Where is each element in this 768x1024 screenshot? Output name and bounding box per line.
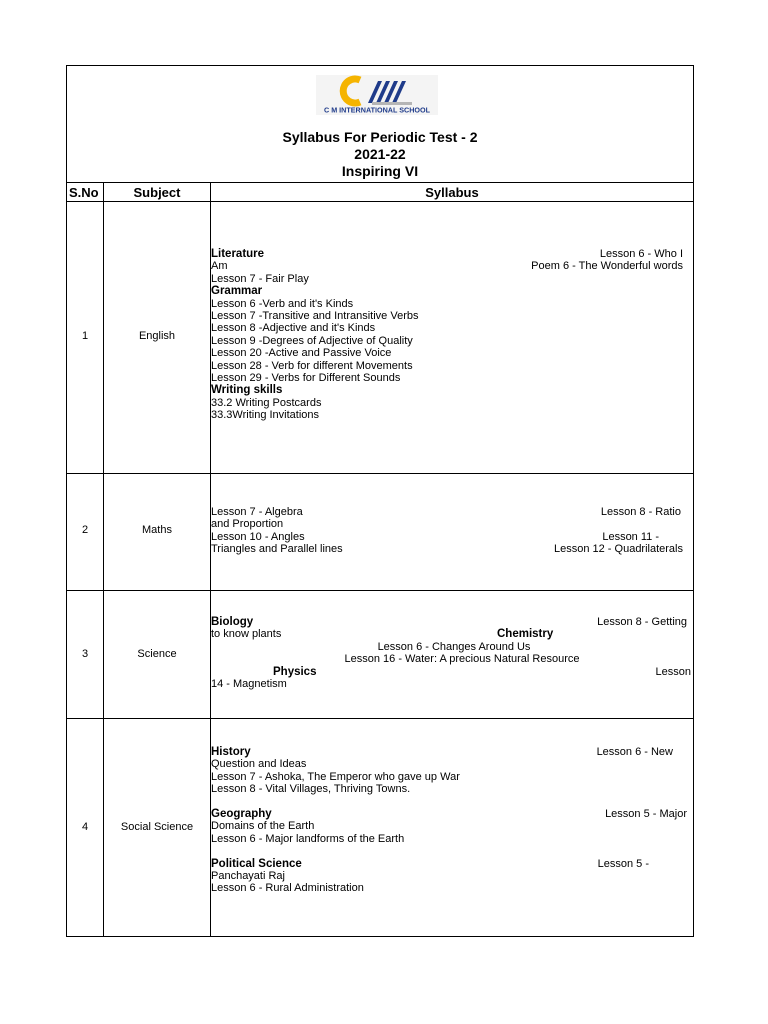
- row-4-sno: 4: [81, 821, 89, 833]
- row-3-line-2: to know plants: [211, 628, 282, 641]
- title-line-3: Inspiring VI: [341, 163, 419, 179]
- school-logo: [316, 75, 438, 115]
- row-3-line-5-right: Lesson: [655, 665, 691, 678]
- title-line-1: Syllabus For Periodic Test - 2: [282, 129, 478, 145]
- logo-text: C M INTERNATIONAL SCHOOL: [324, 105, 430, 115]
- row-2-line-4-right: Lesson 12 - Quadrilaterals: [553, 543, 683, 556]
- row-1-line-13: 33.2 Writing Postcards: [211, 396, 322, 409]
- row-divider-2: [67, 590, 693, 591]
- row-3-line-1-right: Lesson 8 - Getting: [597, 616, 687, 628]
- row-2-line-4: Triangles and Parallel lines: [211, 543, 343, 556]
- row-4-line-7: Lesson 6 - Major landforms of the Earth: [211, 832, 405, 845]
- row-3-line-3: Lesson 6 - Changes Around Us: [377, 640, 531, 653]
- row-1-line-7: Lesson 8 -Adjective and it's Kinds: [211, 322, 376, 335]
- row-4-line-2: Question and Ideas: [211, 758, 307, 771]
- row-3-line-4: Lesson 16 - Water: A precious Natural Resource: [344, 653, 580, 666]
- row-4-line-3: Lesson 7 - Ashoka, The Emperor who gave up War: [211, 770, 460, 783]
- title-line-2: 2021-22: [354, 146, 406, 162]
- row-divider-1: [67, 473, 693, 474]
- biology-heading: Biology: [211, 616, 254, 628]
- col-header-syllabus: Syllabus: [425, 185, 479, 200]
- row-4-line-10: Lesson 6 - Rural Administration: [211, 882, 364, 895]
- row-1-line-11: Lesson 29 - Verbs for Different Sounds: [211, 372, 401, 385]
- row-3-syllabus: [211, 616, 693, 690]
- row-1-syllabus: [211, 248, 683, 422]
- history-heading: History: [211, 746, 251, 758]
- col-header-sno: S.No: [69, 185, 99, 200]
- row-2-line-3: Lesson 10 - Angles: [211, 530, 305, 543]
- row-1-subject: English: [138, 330, 176, 342]
- row-1-line-2: Am: [211, 260, 228, 273]
- row-1-line-5: Lesson 6 -Verb and it's Kinds: [211, 297, 354, 310]
- row-1-line-10: Lesson 28 - Verb for different Movements: [211, 359, 413, 372]
- row-1-line-14: 33.3Writing Invitations: [211, 409, 320, 422]
- row-4-line-6: Domains of the Earth: [211, 820, 315, 833]
- row-1-line-9: Lesson 20 -Active and Passive Voice: [211, 347, 392, 360]
- header-divider: [67, 182, 693, 183]
- writing-skills-heading: Writing skills: [211, 384, 283, 397]
- row-3-subject: Science: [137, 648, 177, 660]
- row-2-sno: 2: [81, 524, 89, 536]
- row-4-line-5-right: Lesson 5 - Major: [605, 808, 687, 820]
- row-4-subject: Social Science: [120, 821, 194, 833]
- row-2-line-3-right: Lesson 11 -: [602, 530, 659, 543]
- row-1-line-6: Lesson 7 -Transitive and Intransitive Verbs: [211, 310, 419, 322]
- column-header-divider: [67, 201, 693, 202]
- row-1-sno: 1: [81, 330, 89, 342]
- physics-heading: Physics: [273, 665, 317, 678]
- row-1-line-1-right: Lesson 6 - Who I: [599, 248, 683, 260]
- logo-graphic: [316, 75, 438, 115]
- row-4-line-8-right: Lesson 5 -: [597, 857, 649, 870]
- row-4-line-4: Lesson 8 - Vital Villages, Thriving Towns.: [211, 783, 411, 796]
- row-3-line-6: 14 - Magnetism: [211, 677, 287, 690]
- row-1-line-2-right: Poem 6 - The Wonderful words: [531, 260, 683, 273]
- row-2-syllabus: [211, 506, 683, 556]
- political-science-heading: Political Science: [211, 857, 302, 870]
- row-2-line-1-right: Lesson 8 - Ratio: [600, 506, 681, 518]
- col-header-subject: Subject: [133, 185, 181, 200]
- row-2-line-1: Lesson 7 - Algebra: [211, 506, 303, 518]
- row-1-line-3: Lesson 7 - Fair Play: [211, 272, 309, 285]
- row-4-line-1-right: Lesson 6 - New: [596, 746, 673, 758]
- row-2-subject: Maths: [142, 524, 172, 536]
- geography-heading: Geography: [211, 808, 272, 820]
- chemistry-heading: Chemistry: [497, 628, 554, 641]
- row-4-syllabus: [211, 746, 687, 895]
- row-4-line-9: Panchayati Raj: [211, 869, 285, 882]
- row-1-line-8: Lesson 9 -Degrees of Adjective of Quality: [211, 334, 413, 347]
- grammar-heading: Grammar: [211, 285, 263, 298]
- syllabus-table: [66, 65, 694, 937]
- row-divider-3: [67, 718, 693, 719]
- row-3-sno: 3: [81, 648, 89, 660]
- literature-heading: Literature: [211, 248, 265, 260]
- row-2-line-2: and Proportion: [211, 518, 284, 531]
